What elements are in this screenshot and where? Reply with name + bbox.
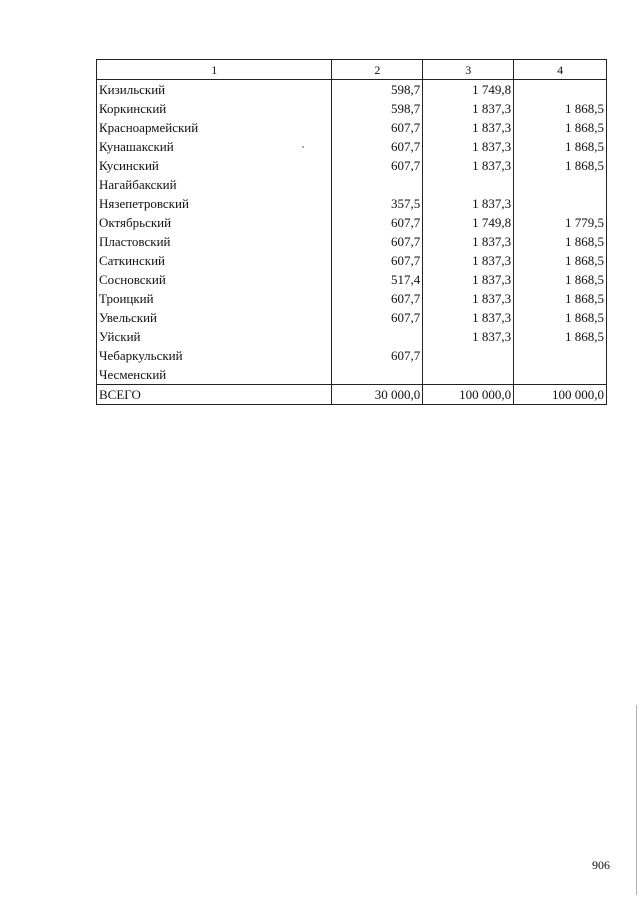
value-col-4: 1 779,5 (514, 213, 607, 232)
value-col-4: 1 868,5 (514, 327, 607, 346)
value-col-2 (332, 175, 423, 194)
value-col-3: 1 837,3 (423, 194, 514, 213)
value-col-2: 607,7 (332, 308, 423, 327)
value-col-2: 517,4 (332, 270, 423, 289)
table-row (97, 194, 607, 213)
value-col-2: 607,7 (332, 232, 423, 251)
value-col-3: 1 749,8 (423, 213, 514, 232)
table-row (97, 137, 607, 156)
value-col-2: 607,7 (332, 289, 423, 308)
value-col-4 (514, 365, 607, 385)
table-row (97, 327, 607, 346)
value-col-3: 1 837,3 (423, 308, 514, 327)
district-name: Сосновский (97, 270, 332, 289)
scan-speck (302, 146, 304, 148)
header-col-4: 4 (514, 60, 607, 80)
district-name: Коркинский (97, 99, 332, 118)
table-row (97, 156, 607, 175)
value-col-3: 1 837,3 (423, 118, 514, 137)
district-name: Октябрьский (97, 213, 332, 232)
district-name: Троицкий (97, 289, 332, 308)
table-row (97, 175, 607, 194)
total-col-4: 100 000,0 (514, 385, 607, 405)
table-row (97, 308, 607, 327)
total-col-3: 100 000,0 (423, 385, 514, 405)
value-col-2: 607,7 (332, 346, 423, 365)
header-col-3: 3 (423, 60, 514, 80)
table-row (97, 289, 607, 308)
table-row (97, 232, 607, 251)
value-col-4: 1 868,5 (514, 156, 607, 175)
value-col-2: 607,7 (332, 118, 423, 137)
value-col-3: 1 837,3 (423, 156, 514, 175)
value-col-2: 598,7 (332, 80, 423, 100)
value-col-4 (514, 194, 607, 213)
value-col-2: 607,7 (332, 251, 423, 270)
allocation-table (96, 59, 607, 405)
value-col-4: 1 868,5 (514, 118, 607, 137)
header-row (97, 60, 607, 80)
district-name: Чебаркульский (97, 346, 332, 365)
value-col-3: 1 837,3 (423, 137, 514, 156)
value-col-4: 1 868,5 (514, 270, 607, 289)
value-col-2: 357,5 (332, 194, 423, 213)
district-name: Нязепетровский (97, 194, 332, 213)
header-col-2: 2 (332, 60, 423, 80)
value-col-2 (332, 365, 423, 385)
header-col-1: 1 (97, 60, 332, 80)
value-col-4 (514, 175, 607, 194)
district-name: Кунашакский (97, 137, 332, 156)
value-col-3: 1 837,3 (423, 289, 514, 308)
scan-edge-mark (636, 705, 637, 895)
table-row (97, 99, 607, 118)
page-number: 906 (592, 858, 610, 872)
district-name: Красноармейский (97, 118, 332, 137)
district-name: Пластовский (97, 232, 332, 251)
value-col-4 (514, 80, 607, 100)
value-col-2: 598,7 (332, 99, 423, 118)
district-name: Кизильский (97, 80, 332, 100)
total-label: ВСЕГО (97, 385, 332, 405)
value-col-3: 1 837,3 (423, 327, 514, 346)
value-col-4: 1 868,5 (514, 308, 607, 327)
value-col-2 (332, 327, 423, 346)
table-row (97, 270, 607, 289)
district-name: Чесменский (97, 365, 332, 385)
value-col-3 (423, 175, 514, 194)
value-col-4: 1 868,5 (514, 99, 607, 118)
district-name: Кусинский (97, 156, 332, 175)
district-name: Нагайбакский (97, 175, 332, 194)
total-row (97, 385, 607, 405)
table-row (97, 213, 607, 232)
district-name: Уйский (97, 327, 332, 346)
total-col-2: 30 000,0 (332, 385, 423, 405)
value-col-2: 607,7 (332, 156, 423, 175)
value-col-3 (423, 346, 514, 365)
table-row (97, 251, 607, 270)
value-col-4: 1 868,5 (514, 289, 607, 308)
table-row (97, 118, 607, 137)
table-row (97, 346, 607, 365)
district-name: Увельский (97, 308, 332, 327)
value-col-3: 1 837,3 (423, 251, 514, 270)
value-col-4: 1 868,5 (514, 137, 607, 156)
value-col-4 (514, 346, 607, 365)
table-row (97, 80, 607, 100)
value-col-3: 1 837,3 (423, 99, 514, 118)
district-name: Саткинский (97, 251, 332, 270)
value-col-3: 1 837,3 (423, 232, 514, 251)
value-col-3 (423, 365, 514, 385)
table-row (97, 365, 607, 385)
value-col-4: 1 868,5 (514, 232, 607, 251)
value-col-3: 1 837,3 (423, 270, 514, 289)
value-col-2: 607,7 (332, 213, 423, 232)
value-col-4: 1 868,5 (514, 251, 607, 270)
value-col-2: 607,7 (332, 137, 423, 156)
value-col-3: 1 749,8 (423, 80, 514, 100)
